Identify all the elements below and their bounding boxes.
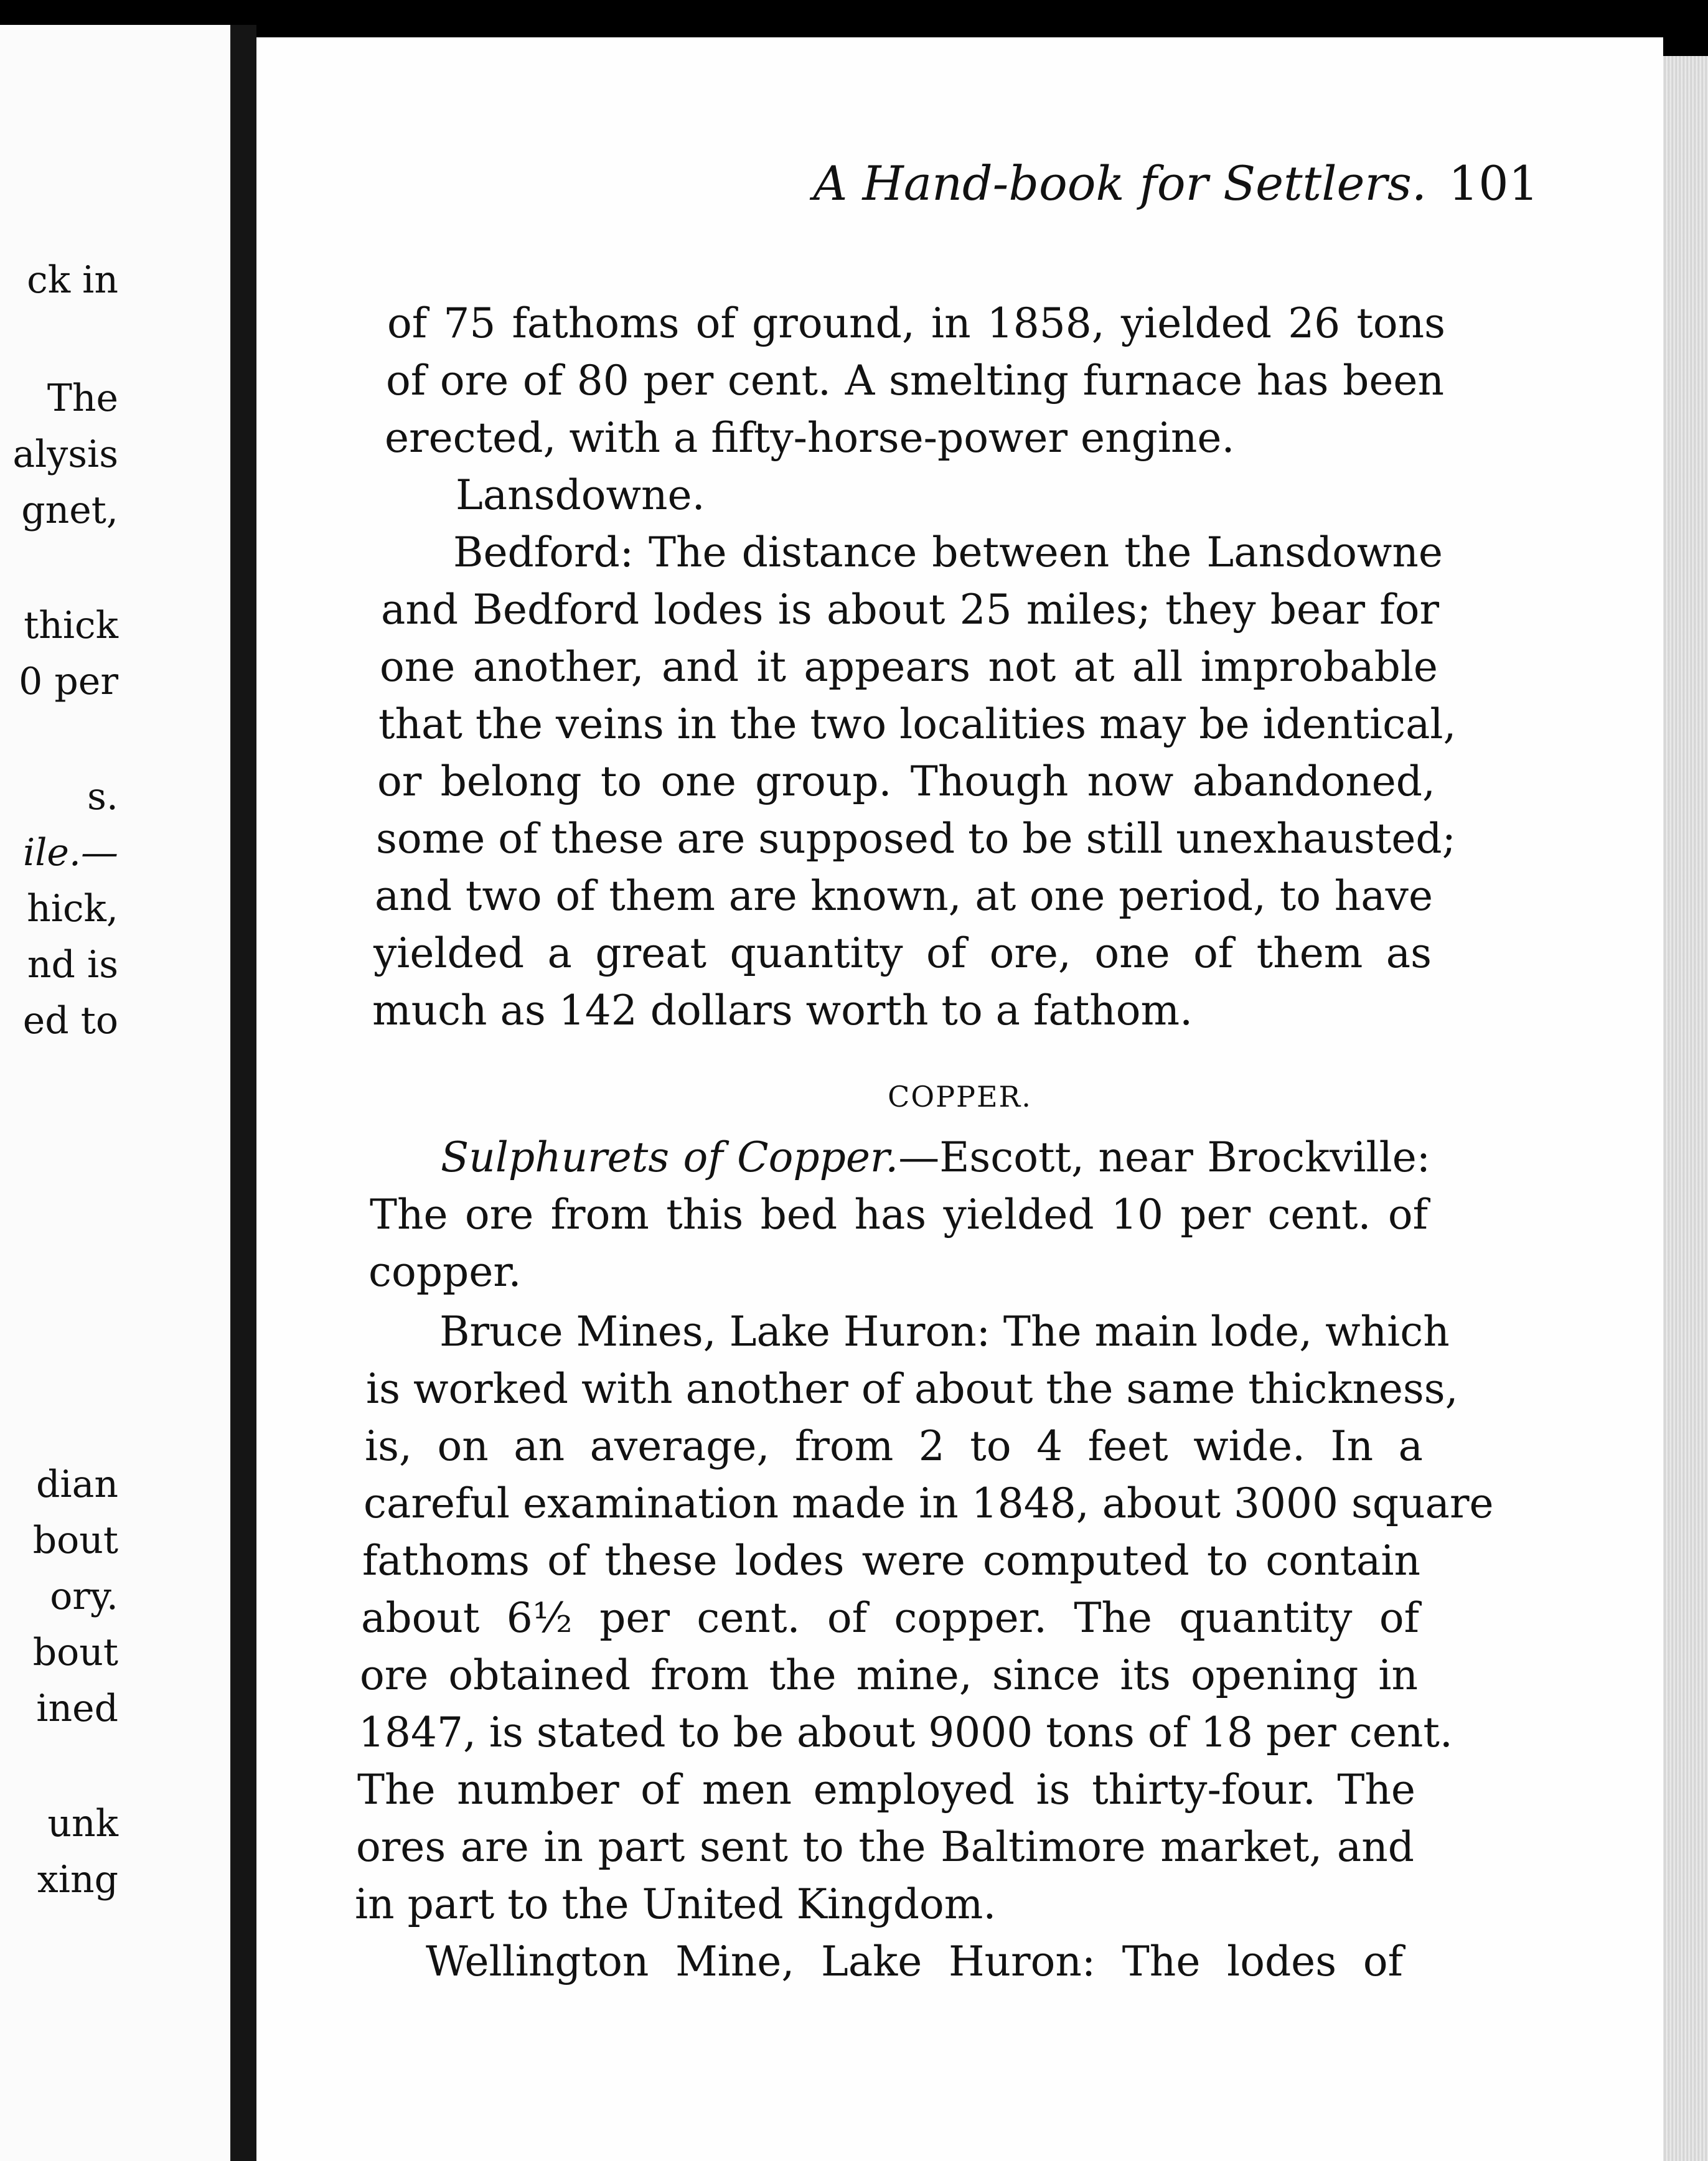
left-page-text-fragment: s.	[87, 775, 118, 818]
text-line: The number of men employed is thirty-four. The	[357, 1766, 1415, 1814]
text-line	[441, 1133, 1430, 1183]
text-line: erected, with a fifty-horse-power engine.	[385, 414, 1235, 462]
left-page-text-fragment: unk	[47, 1802, 118, 1845]
text-line: is worked with another of about the same thickness,	[366, 1365, 1458, 1413]
page-number: 101	[1448, 156, 1539, 211]
left-page-text-fragment: dian	[35, 1463, 118, 1506]
text-line: Lansdowne.	[456, 471, 705, 519]
text-line: yielded a great quantity of ore, one of them as	[373, 929, 1432, 977]
text-line: ores are in part sent to the Baltimore market, and	[356, 1823, 1414, 1871]
book-gutter	[232, 25, 256, 2161]
left-page-fragment	[0, 25, 237, 2161]
text-line: fathoms of these lodes were computed to contain	[362, 1537, 1420, 1585]
left-page-text-fragment: alysis	[12, 433, 118, 476]
text-line: and Bedford lodes is about 25 miles; they bear for	[381, 586, 1439, 634]
left-page-text-fragment: gnet,	[21, 489, 118, 532]
text-line: The ore from this bed has yielded 10 per cent. of	[370, 1191, 1428, 1239]
left-page-text-fragment: 0 per	[19, 660, 118, 703]
left-page-text-fragment: bout	[32, 1631, 118, 1674]
text-line: Bedford: The distance between the Lansdowne	[453, 528, 1443, 576]
left-page-text-fragment: hick,	[27, 887, 118, 930]
text-line: in part to the United Kingdom.	[355, 1880, 997, 1928]
running-head: A Hand-book for Settlers.	[813, 156, 1427, 211]
text-line: about 6½ per cent. of copper. The quantity of	[361, 1594, 1419, 1642]
left-page-text-fragment: ined	[36, 1687, 118, 1730]
text-line: some of these are supposed to be still unexhausted;	[376, 815, 1456, 863]
text-line: or belong to one group. Though now abandoned,	[377, 757, 1435, 805]
text-line: that the veins in the two localities may be identical,	[378, 700, 1457, 748]
left-page-text-fragment: xing	[37, 1858, 118, 1901]
text-line: copper.	[368, 1248, 522, 1296]
text-line: careful examination made in 1848, about 3000 square	[364, 1479, 1494, 1527]
text-line: of 75 fathoms of ground, in 1858, yielded 26 tons	[387, 299, 1445, 347]
text-line: of ore of 80 per cent. A smelting furnace has been	[386, 357, 1444, 405]
text-line: ore obtained from the mine, since its opening in	[360, 1651, 1418, 1699]
text-line: one another, and it appears not at all improbable	[380, 643, 1438, 691]
text-line: 1847, is stated to be about 9000 tons of 18 per cent.	[359, 1709, 1453, 1756]
left-page-text-fragment: nd is	[27, 943, 118, 987]
left-page-text-fragment: ed to	[22, 999, 118, 1043]
left-page-text-fragment: bout	[32, 1519, 118, 1562]
left-page-text-fragment: ile.—	[23, 831, 118, 874]
left-page-text-fragment: thick	[24, 604, 118, 647]
italic-run: Sulphurets of Copper.	[441, 1133, 899, 1181]
page-edge-stack	[1663, 56, 1708, 2161]
left-page-text-fragment: The	[47, 377, 118, 420]
text-line: Bruce Mines, Lake Huron: The main lode, which	[439, 1308, 1450, 1356]
text-line: much as 142 dollars worth to a fathom.	[372, 987, 1193, 1034]
text-line: is, on an average, from 2 to 4 feet wide. In a	[365, 1422, 1423, 1470]
left-page-text-fragment: ory.	[50, 1575, 118, 1618]
text-line: Wellington Mine, Lake Huron: The lodes of	[426, 1938, 1403, 1985]
page-body	[256, 37, 1663, 2161]
text-run: —Escott, near Brockville:	[898, 1133, 1430, 1181]
book-page	[256, 37, 1663, 2161]
text-line: and two of them are known, at one period, to have	[375, 872, 1433, 920]
left-page-text-fragment: ck in	[27, 258, 118, 302]
section-heading: COPPER.	[888, 1080, 1032, 1113]
